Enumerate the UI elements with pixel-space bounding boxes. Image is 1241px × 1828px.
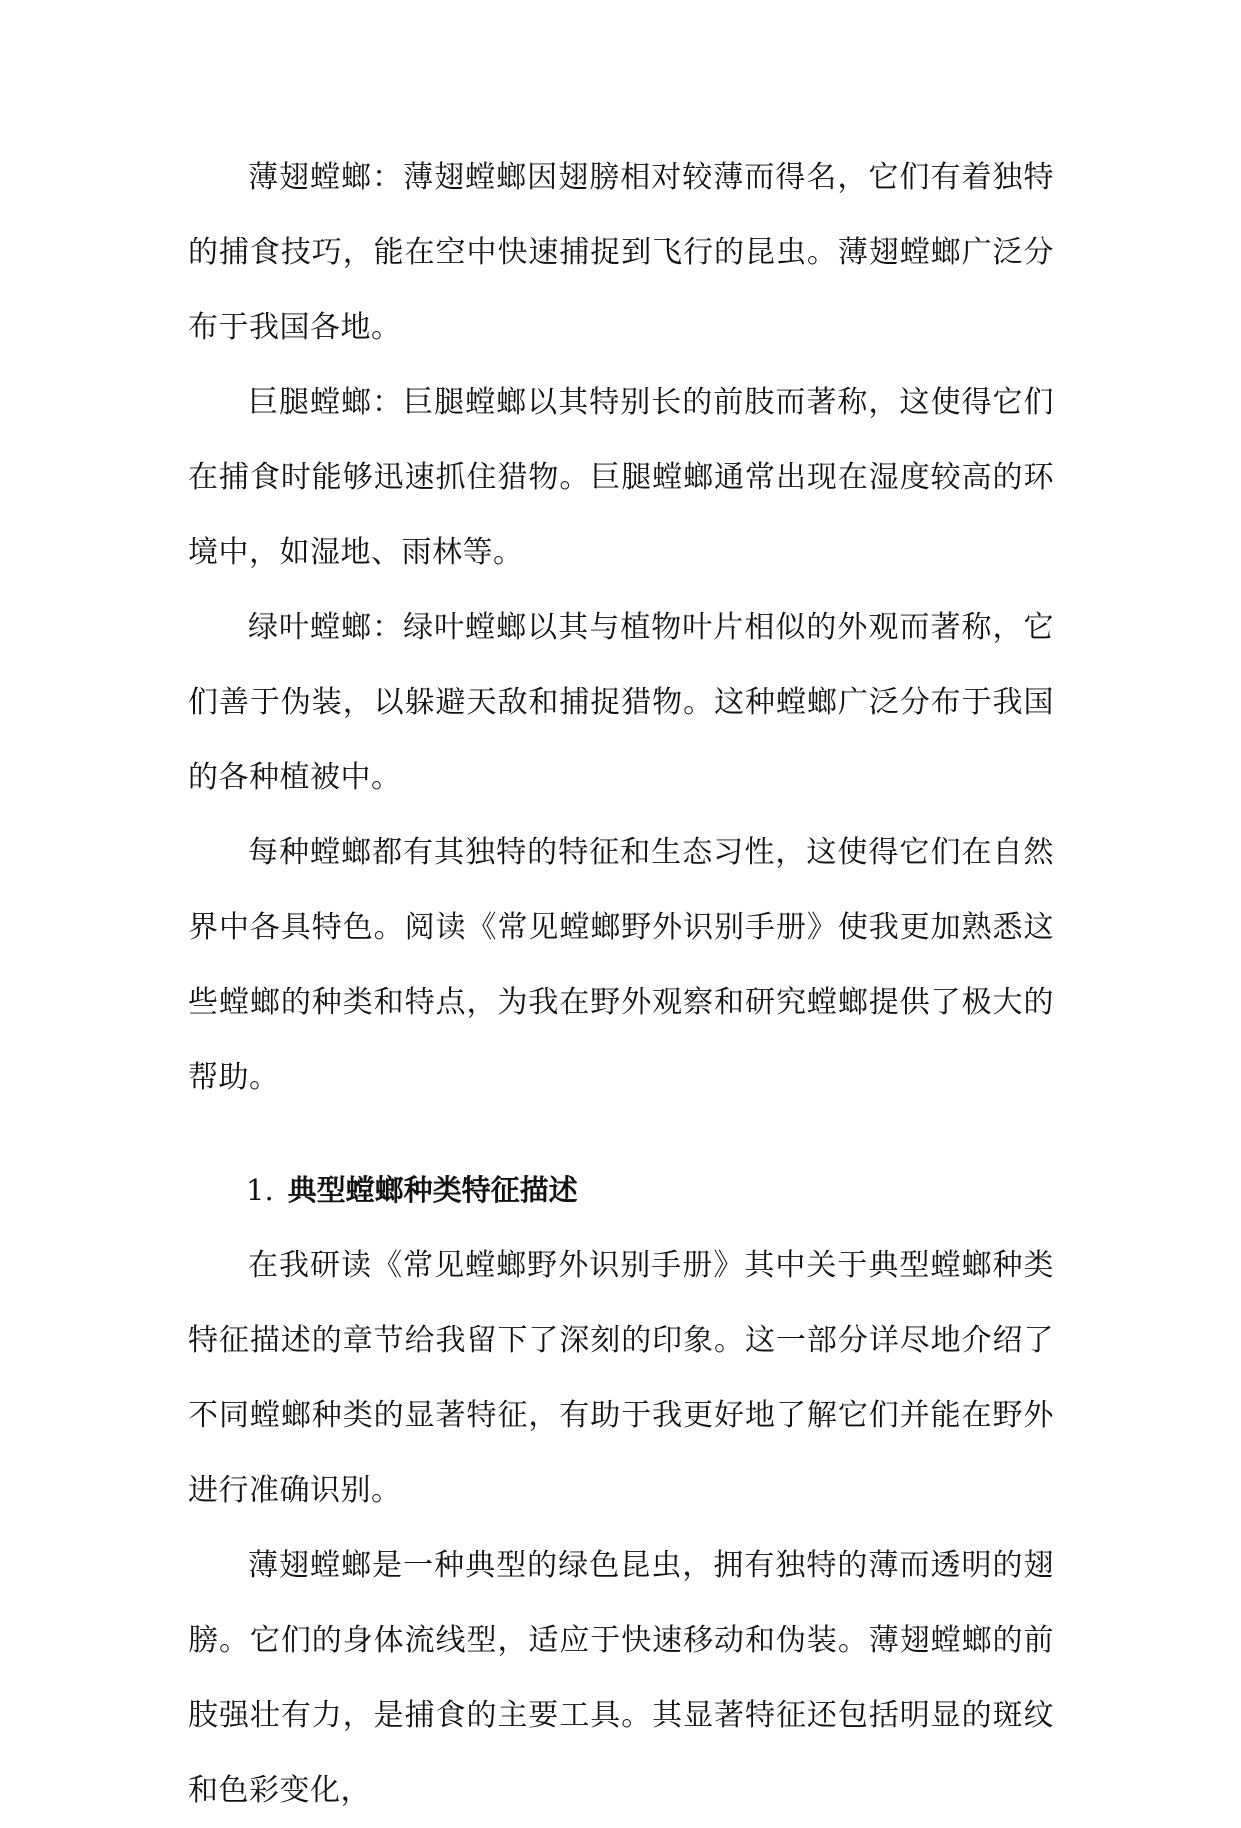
paragraph-thin-winged-description: 薄翅螳螂是一种典型的绿色昆虫，拥有独特的薄而透明的翅膀。它们的身体流线型，适应于快速移动和伪装。薄翅螳螂的前肢强壮有力，是捕食的主要工具。其显著特征还包括明显的斑纹和色彩变化， <box>188 1548 1054 1808</box>
section-title: 典型螳螂种类特征描述 <box>287 1173 578 1207</box>
section-heading <box>188 1153 1054 1228</box>
paragraph-giant-leg-mantis: 巨腿螳螂：巨腿螳螂以其特别长的前肢而著称，这使得它们在捕食时能够迅速抓住猎物。巨腿螳螂通常出现在湿度较高的环境中，如湿地、雨林等。 <box>188 385 1054 570</box>
document-page <box>188 140 1054 1828</box>
paragraph-green-leaf-mantis: 绿叶螳螂：绿叶螳螂以其与植物叶片相似的外观而著称，它们善于伪装，以躲避天敌和捕捉猎物。这种螳螂广泛分布于我国的各种植被中。 <box>188 610 1054 795</box>
paragraph-summary: 每种螳螂都有其独特的特征和生态习性，这使得它们在自然界中各具特色。阅读《常见螳螂野外识别手册》使我更加熟悉这些螳螂的种类和特点，为我在野外观察和研究螳螂提供了极大的帮助。 <box>188 835 1054 1095</box>
section-number: 1. <box>246 1173 274 1207</box>
paragraph-thin-winged-mantis: 薄翅螳螂：薄翅螳螂因翅膀相对较薄而得名，它们有着独特的捕食技巧，能在空中快速捕捉到飞行的昆虫。薄翅螳螂广泛分布于我国各地。 <box>188 160 1054 345</box>
paragraph-section-intro: 在我研读《常见螳螂野外识别手册》其中关于典型螳螂种类特征描述的章节给我留下了深刻的印象。这一部分详尽地介绍了不同螳螂种类的显著特征，有助于我更好地了解它们并能在野外进行准确识别。 <box>188 1248 1054 1508</box>
